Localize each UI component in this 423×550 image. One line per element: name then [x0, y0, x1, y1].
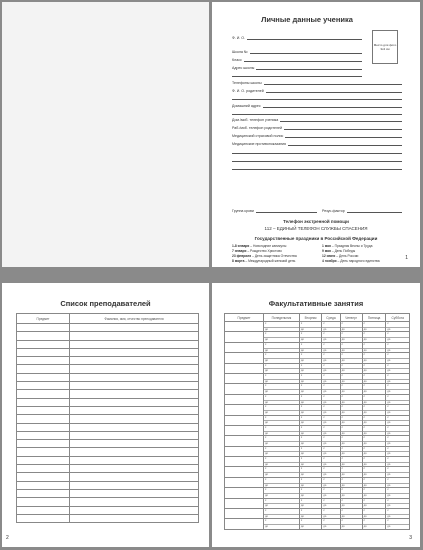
- emergency-title: Телефон экстренной помощи: [283, 219, 349, 224]
- table-row: с до с до с до с до с до с до: [225, 467, 410, 477]
- holiday-item: 7 января – Рождество Христово: [232, 249, 282, 253]
- personal-data-page: [212, 2, 420, 267]
- teachers-page: [2, 283, 209, 547]
- table-row: [17, 340, 199, 348]
- table-row: с до с до с до с до с до с до: [225, 425, 410, 435]
- table-row: с до с до с до с до с до с до: [225, 353, 410, 363]
- personal-field[interactable]: Класс: [232, 58, 362, 62]
- holidays-title: Государственные праздники в Российской Федерации: [254, 236, 378, 241]
- emergency-line: 112 – ЕДИНЫЙ ТЕЛЕФОН СЛУЖБЫ СПАСЕНИЯ: [264, 226, 368, 231]
- table-row: [17, 498, 199, 506]
- rh-factor-field[interactable]: Резус-фактор: [322, 209, 402, 213]
- table-row: с до с до с до с до с до с до: [225, 342, 410, 352]
- electives-page: [212, 283, 420, 547]
- personal-field[interactable]: Раб./моб. телефон родителей: [232, 126, 402, 130]
- day-header: Понедельник: [264, 314, 300, 322]
- table-row: с до с до с до с до с до с до: [225, 332, 410, 342]
- col-teacher: Фамилия, имя, отчество преподавателя: [70, 314, 199, 324]
- table-row: с до с до с до с до с до с до: [225, 457, 410, 467]
- personal-field[interactable]: Телефоны школы: [232, 81, 402, 85]
- table-row: [17, 357, 199, 365]
- personal-field[interactable]: Медицинские противопоказания: [232, 142, 402, 146]
- table-row: [17, 489, 199, 497]
- blank-line[interactable]: [232, 111, 402, 115]
- page-title: Личные данные ученика: [261, 15, 353, 24]
- blood-group-field[interactable]: Группа крови: [232, 209, 317, 213]
- personal-field[interactable]: Домашний адрес: [232, 104, 402, 108]
- table-row: с до с до с до с до с до с до: [225, 415, 410, 425]
- personal-field[interactable]: Медицинский страховой полис: [232, 134, 402, 138]
- table-row: [17, 415, 199, 423]
- table-row: [17, 465, 199, 473]
- table-row: [17, 506, 199, 514]
- table-row: [17, 382, 199, 390]
- table-row: с до с до с до с до с до с до: [225, 363, 410, 373]
- table-row: [17, 348, 199, 356]
- table-row: с до с до с до с до с до с до: [225, 384, 410, 394]
- holiday-item: 23 февраля – День защитника Отечества: [232, 254, 297, 258]
- holiday-item: 4 ноября – День народного единства: [322, 259, 380, 263]
- table-row: [17, 324, 199, 332]
- holiday-item: 8 марта – Международный женский день: [232, 259, 296, 263]
- day-header: Пятница: [362, 314, 386, 322]
- blank-line[interactable]: [232, 166, 402, 170]
- table-row: [17, 431, 199, 439]
- table-row: [17, 440, 199, 448]
- table-row: [17, 332, 199, 340]
- table-row: с до с до с до с до с до с до: [225, 446, 410, 456]
- table-row: с до с до с до с до с до с до: [225, 519, 410, 529]
- table-row: с до с до с до с до с до с до: [225, 498, 410, 508]
- day-header: Четверг: [340, 314, 362, 322]
- table-row: [17, 514, 199, 522]
- table-row: [17, 390, 199, 398]
- table-row: с до с до с до с до с до с до: [225, 322, 410, 332]
- blank-line[interactable]: [232, 150, 402, 154]
- photo-label: Место для фото: [373, 43, 397, 47]
- teachers-table: [16, 313, 199, 523]
- page-number: 2: [6, 535, 9, 541]
- personal-field[interactable]: Ф. И. О. родителей: [232, 89, 402, 93]
- page-number: 3: [409, 535, 412, 541]
- table-row: с до с до с до с до с до с до: [225, 477, 410, 487]
- photo-size: 3х4 см: [380, 47, 390, 51]
- page-title: Список преподавателей: [60, 299, 151, 308]
- table-row: [17, 481, 199, 489]
- page-number: 1: [405, 255, 408, 261]
- table-row: [17, 448, 199, 456]
- table-row: с до с до с до с до с до с до: [225, 373, 410, 383]
- photo-placeholder: [372, 30, 398, 64]
- holiday-item: 9 мая – День Победы: [322, 249, 356, 253]
- day-header: Среда: [322, 314, 340, 322]
- blank-page: [2, 2, 209, 267]
- blank-line[interactable]: [232, 96, 402, 100]
- table-row: [17, 423, 199, 431]
- holiday-item: 12 июня – День России: [322, 254, 359, 258]
- personal-field[interactable]: Ф. И. О.: [232, 36, 362, 40]
- table-row: с до с до с до с до с до с до: [225, 436, 410, 446]
- day-header: Суббота: [386, 314, 410, 322]
- table-row: [17, 456, 199, 464]
- table-row: [17, 398, 199, 406]
- personal-field[interactable]: Школа №: [232, 50, 362, 54]
- col-subject: Предмет: [17, 314, 70, 324]
- personal-field[interactable]: Дом./моб. телефон ученика: [232, 118, 402, 122]
- day-header: Вторник: [299, 314, 322, 322]
- page-title: Факультативные занятия: [268, 299, 364, 308]
- table-row: [17, 473, 199, 481]
- table-row: с до с до с до с до с до с до: [225, 405, 410, 415]
- electives-table: [224, 313, 410, 530]
- table-row: [17, 365, 199, 373]
- col-subject: Предмет: [225, 314, 264, 322]
- table-row: [17, 406, 199, 414]
- blank-line[interactable]: [232, 158, 402, 162]
- table-row: с до с до с до с до с до с до: [225, 509, 410, 519]
- personal-field[interactable]: Адрес школы: [232, 66, 362, 70]
- table-row: с до с до с до с до с до с до: [225, 394, 410, 404]
- blank-line[interactable]: [232, 73, 362, 77]
- table-row: [17, 373, 199, 381]
- holiday-item: 1-8 января – Новогодние каникулы: [232, 244, 287, 248]
- holiday-item: 1 мая – Праздник Весны и Труда: [322, 244, 373, 248]
- table-row: с до с до с до с до с до с до: [225, 488, 410, 498]
